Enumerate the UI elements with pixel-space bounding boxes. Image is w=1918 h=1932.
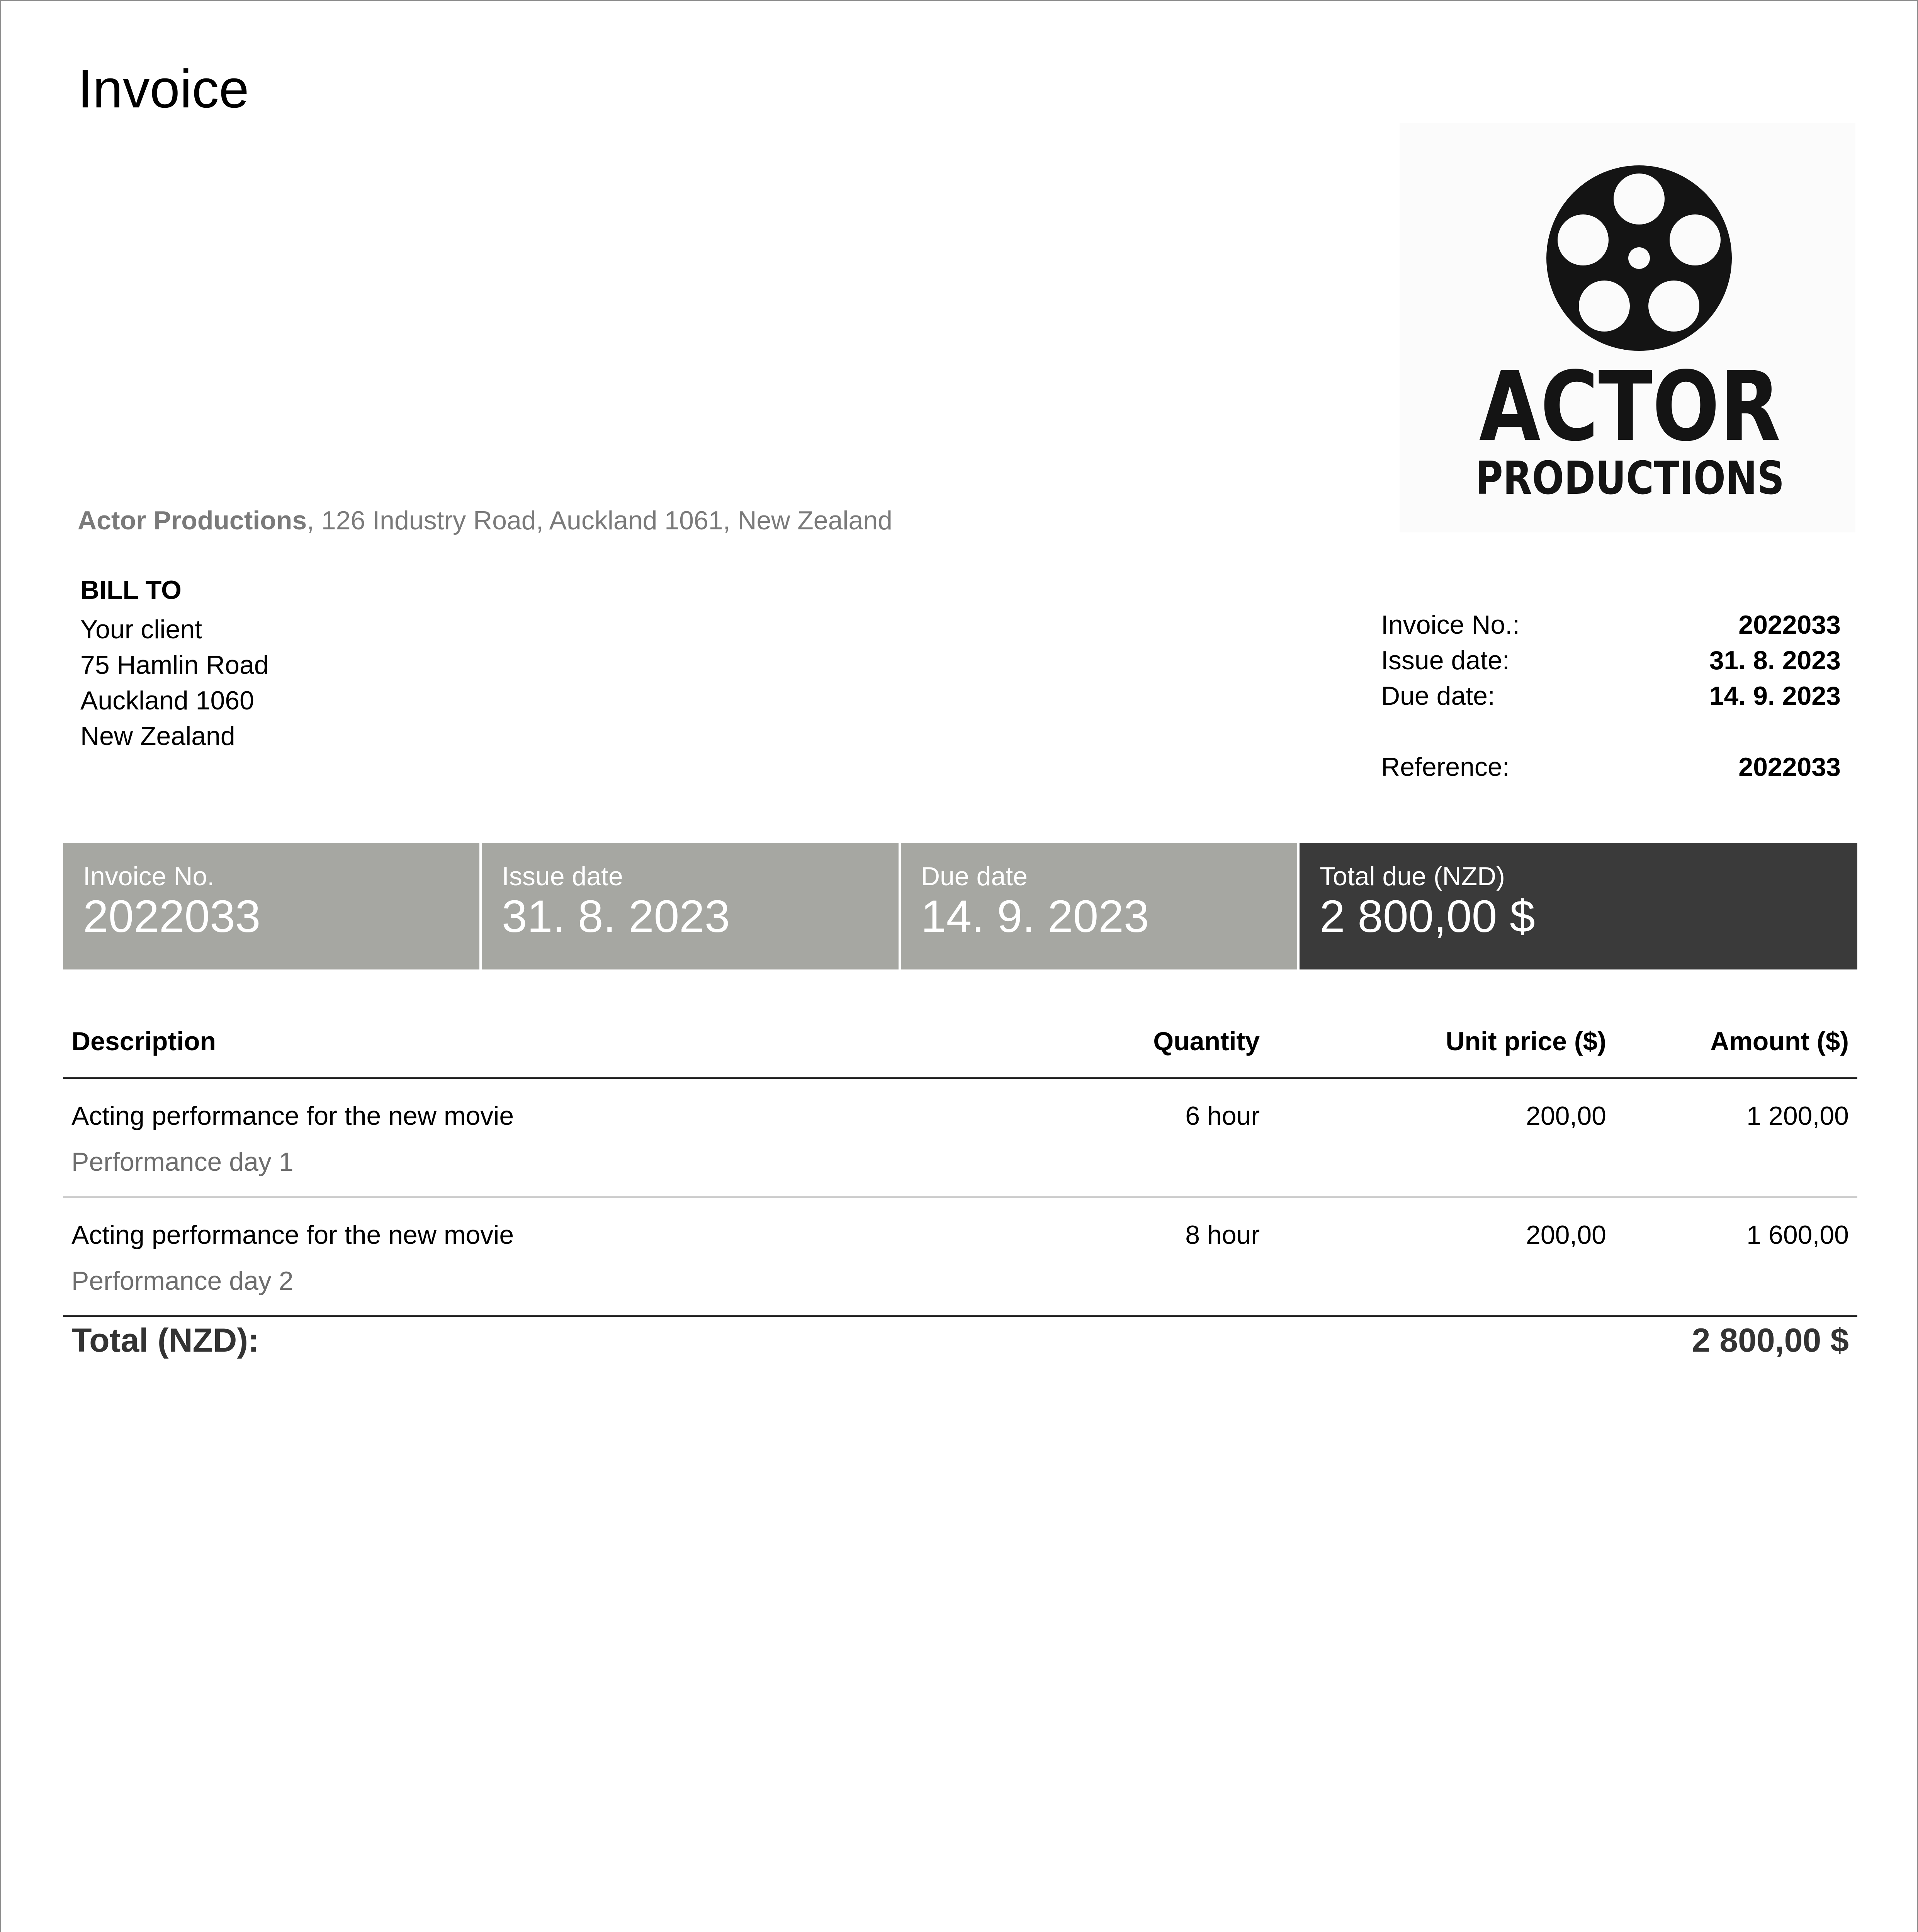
table-row [63, 1198, 1857, 1317]
film-reel-logo-graphic [1400, 123, 1855, 532]
total-label: Total (NZD): [71, 1322, 259, 1359]
row-unit-price: 200,00 [1526, 1101, 1606, 1131]
bill-to-line: New Zealand [80, 721, 235, 751]
meta-invoice-no-row [1381, 607, 1841, 643]
invoice-meta [1381, 607, 1841, 785]
meta-invoice-no: 2022033 [1738, 610, 1841, 639]
meta-issue-date: 31. 8. 2023 [1709, 646, 1841, 675]
header-unit-price: Unit price ($) [1446, 1027, 1606, 1056]
row-description: Acting performance for the new movie [71, 1101, 514, 1131]
row-note: Performance day 2 [71, 1266, 294, 1296]
table-header [63, 1006, 1857, 1079]
row-amount: 1 600,00 [1746, 1220, 1849, 1250]
summary-label: Total due (NZD) [1320, 862, 1505, 891]
bill-to-line: Your client [80, 615, 202, 644]
summary-label: Due date [921, 862, 1028, 891]
bill-to-block [80, 572, 269, 754]
header-amount: Amount ($) [1710, 1027, 1849, 1056]
meta-reference: 2022033 [1738, 752, 1841, 782]
row-quantity: 6 hour [1185, 1101, 1260, 1131]
summary-issue-date [482, 843, 901, 969]
meta-label: Due date: [1381, 681, 1495, 711]
row-note: Performance day 1 [71, 1147, 294, 1177]
row-description: Acting performance for the new movie [71, 1220, 514, 1250]
row-amount: 1 200,00 [1746, 1101, 1849, 1131]
row-quantity: 8 hour [1185, 1220, 1260, 1250]
header-quantity: Quantity [1153, 1027, 1260, 1056]
sender-address-line [78, 505, 892, 536]
total-row [63, 1317, 1857, 1360]
table-row [63, 1079, 1857, 1198]
summary-bar [63, 843, 1857, 969]
svg-text:PRODUCTIONS: PRODUCTIONS [1475, 451, 1784, 505]
meta-label: Invoice No.: [1381, 610, 1520, 639]
sender-address: , 126 Industry Road, Auckland 1061, New Zealand [307, 506, 892, 535]
meta-label: Issue date: [1381, 646, 1510, 675]
svg-text:ACTOR: ACTOR [1479, 351, 1780, 463]
meta-due-date: 14. 9. 2023 [1709, 681, 1841, 711]
summary-value: 2 800,00 $ [1320, 891, 1535, 942]
summary-due-date [901, 843, 1300, 969]
summary-label: Invoice No. [83, 862, 215, 891]
meta-label: Reference: [1381, 752, 1510, 782]
bill-to-heading: BILL TO [80, 575, 182, 605]
bill-to-line: 75 Hamlin Road [80, 650, 269, 680]
meta-reference-row [1381, 749, 1841, 785]
summary-value: 2022033 [83, 891, 261, 942]
company-logo [1400, 123, 1855, 532]
row-unit-price: 200,00 [1526, 1220, 1606, 1250]
meta-issue-date-row [1381, 643, 1841, 678]
sender-name: Actor Productions [78, 506, 307, 535]
summary-invoice-no [63, 843, 482, 969]
line-items-table [63, 1006, 1857, 1360]
summary-total-due [1300, 843, 1857, 969]
summary-value: 14. 9. 2023 [921, 891, 1149, 942]
bill-to-line: Auckland 1060 [80, 686, 254, 715]
summary-label: Issue date [502, 862, 623, 891]
meta-due-date-row [1381, 678, 1841, 714]
header-description: Description [71, 1027, 216, 1056]
total-value: 2 800,00 $ [1692, 1322, 1849, 1359]
invoice-title: Invoice [78, 58, 249, 119]
summary-value: 31. 8. 2023 [502, 891, 730, 942]
